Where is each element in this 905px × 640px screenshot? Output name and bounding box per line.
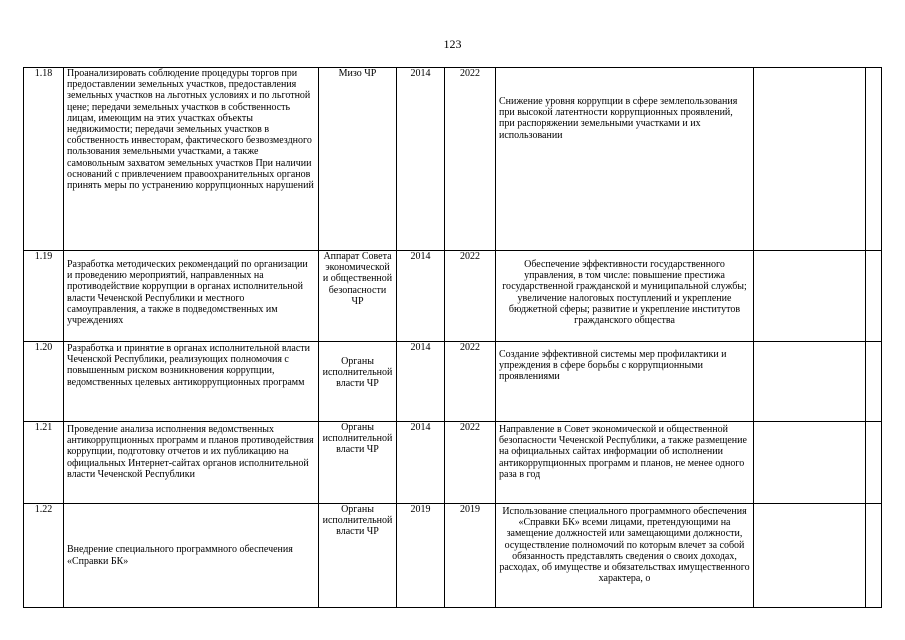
end-year-cell: 2019: [445, 504, 496, 608]
end-year-cell: 2022: [445, 68, 496, 251]
measure-cell: Проанализировать соблюдение процедуры торгов при предоставлении земельных участков, предоставления земельных участков на льготных условиях и по льготной цене; передачи земельных участков в собственность лицам, имеющим на этих участках объекты недвижимости; передачи земельных участков в собственность инвесторам, фактического безвозмездного пользования земельными участками, а также самовольным захватом земельных участков При наличии оснований с привлечением правоохранительных органов принять меры по устранению коррупционных нарушений: [64, 68, 319, 251]
table-row: [24, 342, 882, 422]
extra-cell: [866, 251, 882, 342]
row-number: 1.20: [24, 342, 64, 422]
extra-cell: [866, 504, 882, 608]
result-cell: Обеспечение эффективности государственного управления, в том числе: повышение престижа государственной гражданской и муниципальной службы; увеличение налоговых поступлений и укрепление бюджетной сферы; развитие и укрепление институтов гражданского общества: [496, 251, 754, 342]
measure-cell: Внедрение специального программного обеспечения «Справки БК»: [64, 504, 319, 608]
start-year-cell: 2014: [397, 422, 445, 504]
note-cell: [754, 251, 866, 342]
table-row: [24, 422, 882, 504]
row-number: 1.19: [24, 251, 64, 342]
row-number: 1.22: [24, 504, 64, 608]
executor-cell: Органы исполнительной власти ЧР: [319, 342, 397, 422]
row-number: 1.21: [24, 422, 64, 504]
measure-cell: Проведение анализа исполнения ведомственных антикоррупционных программ и планов противодействия коррупции, подготовку отчетов и их публикацию на официальных Интернет-сайтах органов исполнительной власти Чеченской Республики: [64, 422, 319, 504]
row-number: 1.18: [24, 68, 64, 251]
result-cell: Использование специального программного обеспечения «Справки БК» всеми лицами, претендующими на замещение должностей или замещающими должности, осуществление полномочий по которым влечет за собой обязанность представлять сведения о своих доходах, расходах, об имуществе и обязательствах имущественного характера, о: [496, 504, 754, 608]
extra-cell: [866, 68, 882, 251]
executor-cell: Аппарат Совета экономической и общественной безопасности ЧР: [319, 251, 397, 342]
measures-table: [23, 67, 882, 608]
end-year-cell: 2022: [445, 422, 496, 504]
result-cell: Создание эффективной системы мер профилактики и упреждения в сфере борьбы с коррупционными проявлениями: [496, 342, 754, 422]
table-row: [24, 251, 882, 342]
note-cell: [754, 504, 866, 608]
executor-cell: Органы исполнительной власти ЧР: [319, 504, 397, 608]
executor-cell: Органы исполнительной власти ЧР: [319, 422, 397, 504]
start-year-cell: 2014: [397, 251, 445, 342]
end-year-cell: 2022: [445, 342, 496, 422]
page-number: 123: [443, 37, 462, 51]
note-cell: [754, 68, 866, 251]
measure-cell: Разработка методических рекомендаций по организации и проведению мероприятий, направленных на противодействие коррупции в органах исполнительной власти Чеченской Республики и местного самоуправления, а также в подведомственных им учреждениях: [64, 251, 319, 342]
result-cell: Направление в Совет экономической и общественной безопасности Чеченской Республики, а также размещение на официальных сайтах информации об исполнении антикоррупционных программ и планов, не менее одного раза в год: [496, 422, 754, 504]
result-cell: Снижение уровня коррупции в сфере землепользования при высокой латентности коррупционных проявлений, при распоряжении земельными участками и их использовании: [496, 68, 754, 251]
note-cell: [754, 342, 866, 422]
start-year-cell: 2014: [397, 68, 445, 251]
executor-cell: Мизо ЧР: [319, 68, 397, 251]
extra-cell: [866, 422, 882, 504]
note-cell: [754, 422, 866, 504]
end-year-cell: 2022: [445, 251, 496, 342]
start-year-cell: 2014: [397, 342, 445, 422]
table-row: [24, 504, 882, 608]
start-year-cell: 2019: [397, 504, 445, 608]
measure-cell: Разработка и принятие в органах исполнительной власти Чеченской Республики, реализующих полномочия с повышенным риском возникновения коррупции, ведомственных целевых антикоррупционных программ: [64, 342, 319, 422]
extra-cell: [866, 342, 882, 422]
table-row: [24, 68, 882, 251]
